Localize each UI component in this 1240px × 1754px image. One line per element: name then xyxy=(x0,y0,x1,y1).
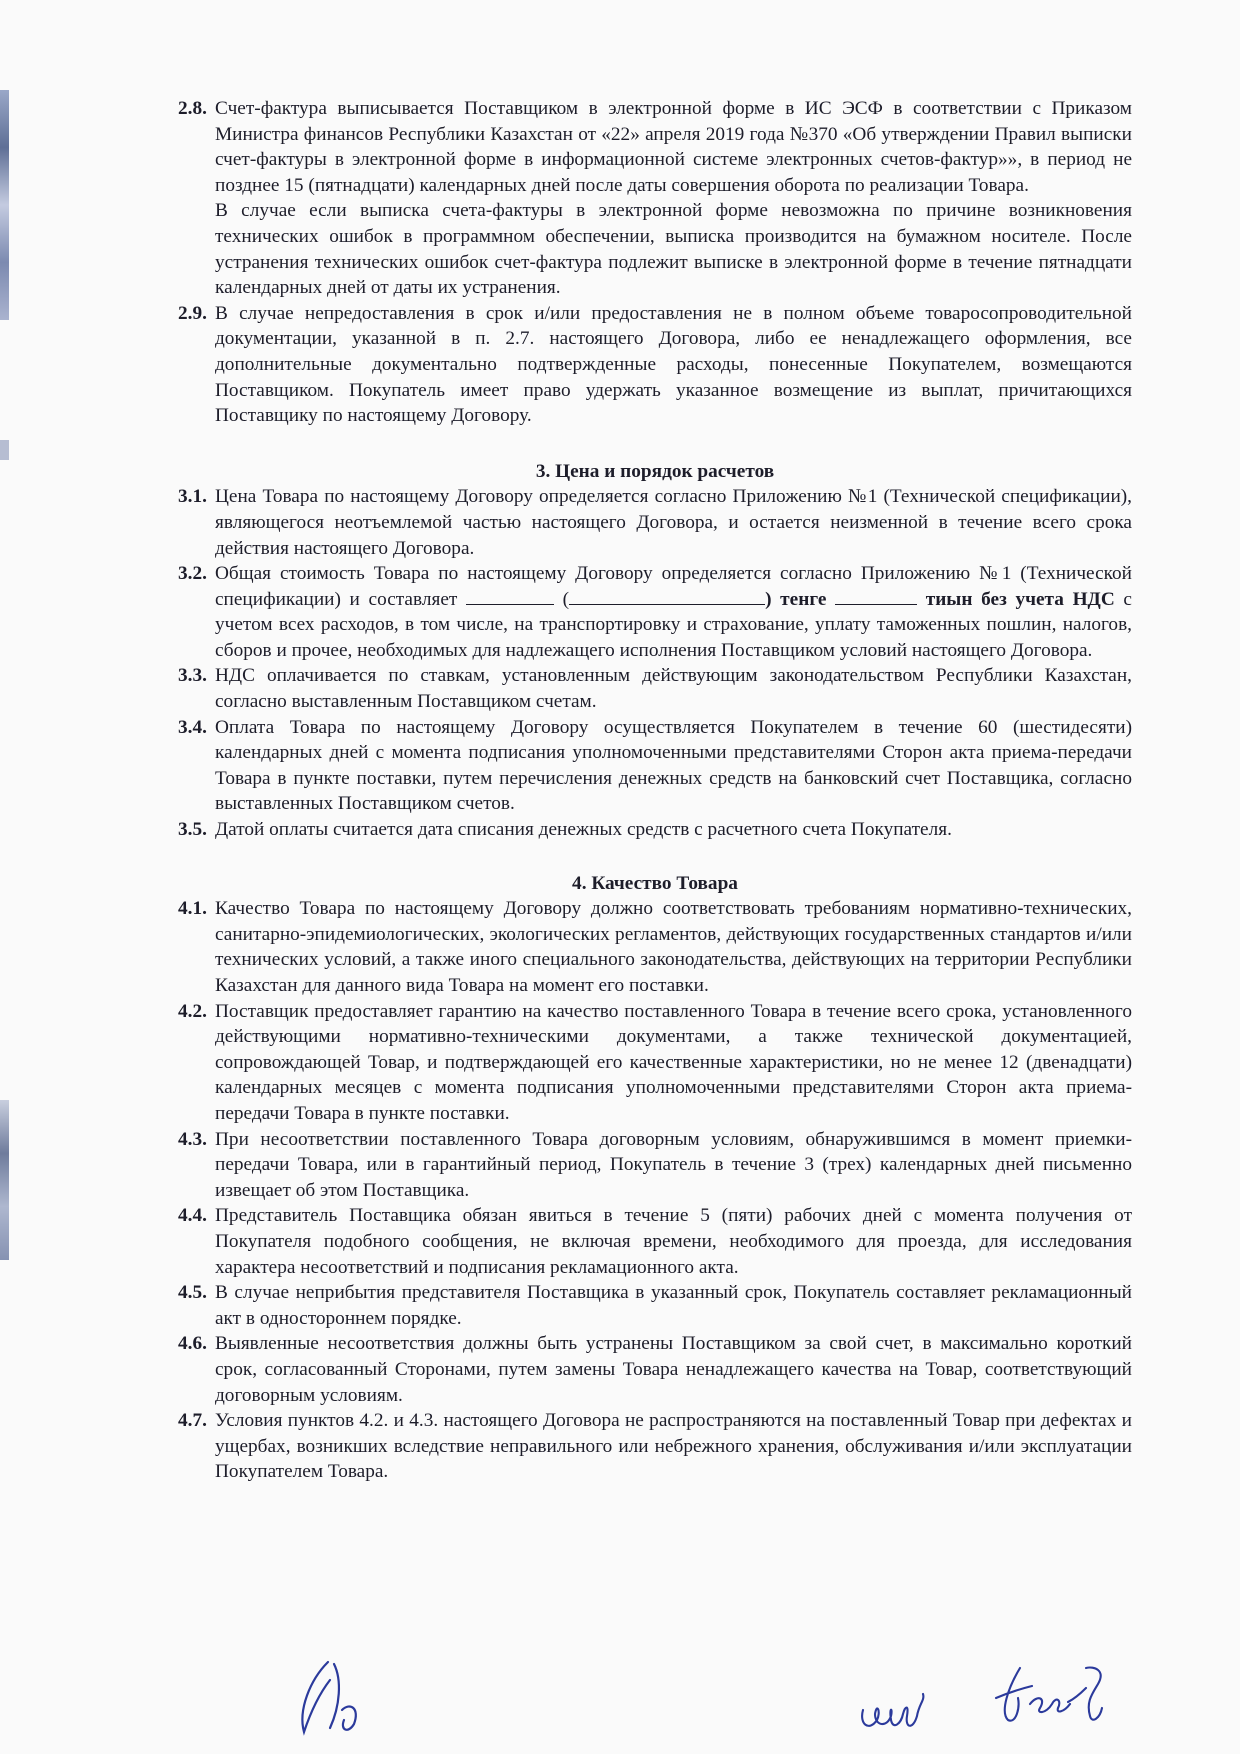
clause-4-7 xyxy=(178,1408,1132,1485)
clause-text: Выявленные несоответствия должны быть устранены Поставщиком за свой счет, в максимально короткий срок, согласованный Сторонами, путем замены Товара ненадлежащего качества на Товар, соответствующий договорным условиям. xyxy=(215,1333,1132,1406)
clause-3-4 xyxy=(178,715,1132,817)
clause-text: Датой оплаты считается дата списания денежных средств с расчетного счета Покупателя. xyxy=(215,819,952,841)
clause-text xyxy=(215,561,1132,663)
clause-text: НДС оплачивается по ставкам, установленным действующим законодательством Республики Казахстан, согласно выставленным Поставщиком счетам. xyxy=(215,665,1132,713)
clause-4-1 xyxy=(178,896,1132,998)
clause-text-part: с учетом всех расходов, в том числе, на транспортировку и страхование, уплату таможенных пошлин, налогов, сборов и прочее, необходимых для надлежащего исполнения Поставщиком условий настоящего Договора. xyxy=(215,588,1132,661)
clause-number: 3.2. xyxy=(178,563,207,585)
clause-number: 2.9. xyxy=(178,302,207,324)
signatures-area xyxy=(0,1640,1240,1750)
clause-text: Представитель Поставщика обязан явиться в течение 5 (пяти) рабочих дней с момента получения от Покупателя подобного сообщения, не включая времени, необходимого для проезда, для исследования характера несоответствий и подписания рекламационного акта. xyxy=(215,1205,1132,1278)
clause-2-8 xyxy=(178,96,1132,198)
clause-4-4 xyxy=(178,1203,1132,1280)
clause-4-5 xyxy=(178,1280,1132,1331)
clause-number: 3.5. xyxy=(178,819,207,841)
clause-number: 2.8. xyxy=(178,98,207,119)
clause-3-3 xyxy=(178,663,1132,714)
clause-text: Цена Товара по настоящему Договору определяется согласно Приложению №1 (Технической спецификации), являющегося неотъемлемой частью настоящего Договора, и остается неизменной в течение всего срока действия настоящего Договора. xyxy=(215,486,1132,559)
clause-3-1 xyxy=(178,484,1132,561)
clause-number: 4.5. xyxy=(178,1282,207,1304)
amount-blank xyxy=(466,588,554,605)
vat-note: тиын без учета НДС xyxy=(925,588,1115,610)
clause-4-6 xyxy=(178,1331,1132,1408)
scan-edge-artifact xyxy=(0,440,9,460)
scan-edge-artifact xyxy=(0,1100,9,1260)
contract-text xyxy=(178,96,1132,1485)
clause-3-2 xyxy=(178,561,1132,663)
clause-text: В случае непредоставления в срок и/или предоставления не в полном объеме товаросопроводительной документации, указанной в п. 2.7. настоящего Договора, либо ее ненадлежащего оформления, все дополнительные документально подтвержденные расходы, понесенные Покупателем, возмещаются Поставщиком. Покупатель имеет право удержать указанное возмещение из выплат, причитающихся Поставщику по настоящему Договору. xyxy=(215,302,1132,427)
clause-2-9 xyxy=(178,301,1132,429)
clause-text: Поставщик предоставляет гарантию на качество поставленного Товара в течение всего срока, установленного действующими нормативно-техническими документами, а также технической документацией, сопровождающей Товар, и подтверждающей его качественные характеристики, но не менее 12 (двенадцати) календарных месяцев с момента подписания уполномоченными представителями Сторон акта приема-передачи Товара в пункте поставки. xyxy=(215,1000,1132,1124)
tiyn-blank xyxy=(835,588,917,605)
clause-number: 4.4. xyxy=(178,1205,207,1227)
clause-4-2 xyxy=(178,999,1132,1127)
clause-3-5 xyxy=(178,817,1132,843)
clause-text: В случае неприбытия представителя Поставщика в указанный срок, Покупатель составляет рекламационный акт в одностороннем порядке. xyxy=(215,1282,1132,1329)
signature-right xyxy=(990,1648,1120,1738)
clause-text: При несоответствии поставленного Товара договорным условиям, обнаружившимся в момент приемки-передачи Товара, или в гарантийный период, Покупатель в течение 3 (трех) календарных дней письменно извещает об этом Поставщика. xyxy=(215,1128,1132,1201)
section-3-heading: 3. Цена и порядок расчетов xyxy=(535,460,775,482)
scan-edge-artifact xyxy=(0,90,9,320)
signature-left xyxy=(290,1650,380,1740)
currency-label: ) тенге xyxy=(765,588,827,610)
clause-number: 3.1. xyxy=(178,486,207,508)
clause-number: 4.1. xyxy=(178,898,207,920)
signature-middle xyxy=(855,1680,945,1740)
clause-number: 4.3. xyxy=(178,1128,207,1150)
clause-text: Оплата Товара по настоящему Договору осуществляется Покупателем в течение 60 (шестидесяти) календарных дней с момента подписания уполномоченными представителями Сторон акта приема-передачи Товара в пункте поставки, путем перечисления денежных средств на банковский счет Поставщика, согласно выставленных Поставщиком счетов. xyxy=(215,716,1132,815)
clause-number: 3.3. xyxy=(178,665,207,687)
clause-text: Счет-фактура выписывается Поставщиком в электронной форме в ИС ЭСФ в соответствии с Приказом Министра финансов Республики Казахстан от «22» апреля 2019 года №370 «Об утверждении Правил выписки счет-фактуры в электронной форме в информационной системе электронных счетов-фактур»», в период не позднее 15 (пятнадцати) календарных дней после даты совершения оборота по реализации Товара. xyxy=(215,98,1132,196)
clause-number: 4.6. xyxy=(178,1333,207,1355)
clause-4-3 xyxy=(178,1127,1132,1204)
amount-words-blank xyxy=(569,588,765,605)
clause-2-8-paragraph: В случае если выписка счета-фактуры в электронной форме невозможна по причине возникновения технических ошибок в программном обеспечении, выписка производится на бумажном носителе. После устранения технических ошибок счет-фактура подлежит выписке в электронной форме в течение пятнадцати календарных дней от даты их устранения. xyxy=(215,200,1132,299)
clause-text: Качество Товара по настоящему Договору должно соответствовать требованиям нормативно-технических, санитарно-эпидемиологических, экологических регламентов, действующих государственных стандартов и/или технических условий, а также иного специального законодательства, действующих на территории Республики Казахстан для данного вида Товара на момент его поставки. xyxy=(215,898,1132,996)
open-paren: ( xyxy=(562,588,570,610)
clause-number: 4.2. xyxy=(178,1000,207,1022)
section-4-heading: 4. Качество Товара xyxy=(572,872,738,894)
clause-number: 4.7. xyxy=(178,1410,207,1432)
clause-text-part: Общая стоимость Товара по настоящему Договору определяется согласно Приложению №1 (Технической спецификации) и составляет xyxy=(215,563,1132,610)
clause-text: Условия пунктов 4.2. и 4.3. настоящего Договора не распространяются на поставленный Товар при дефектах и ущербах, возникших вследствие неправильного или небрежного хранения, обслуживания и/или эксплуатации Покупателем Товара. xyxy=(215,1410,1132,1483)
clause-number: 3.4. xyxy=(178,716,207,738)
